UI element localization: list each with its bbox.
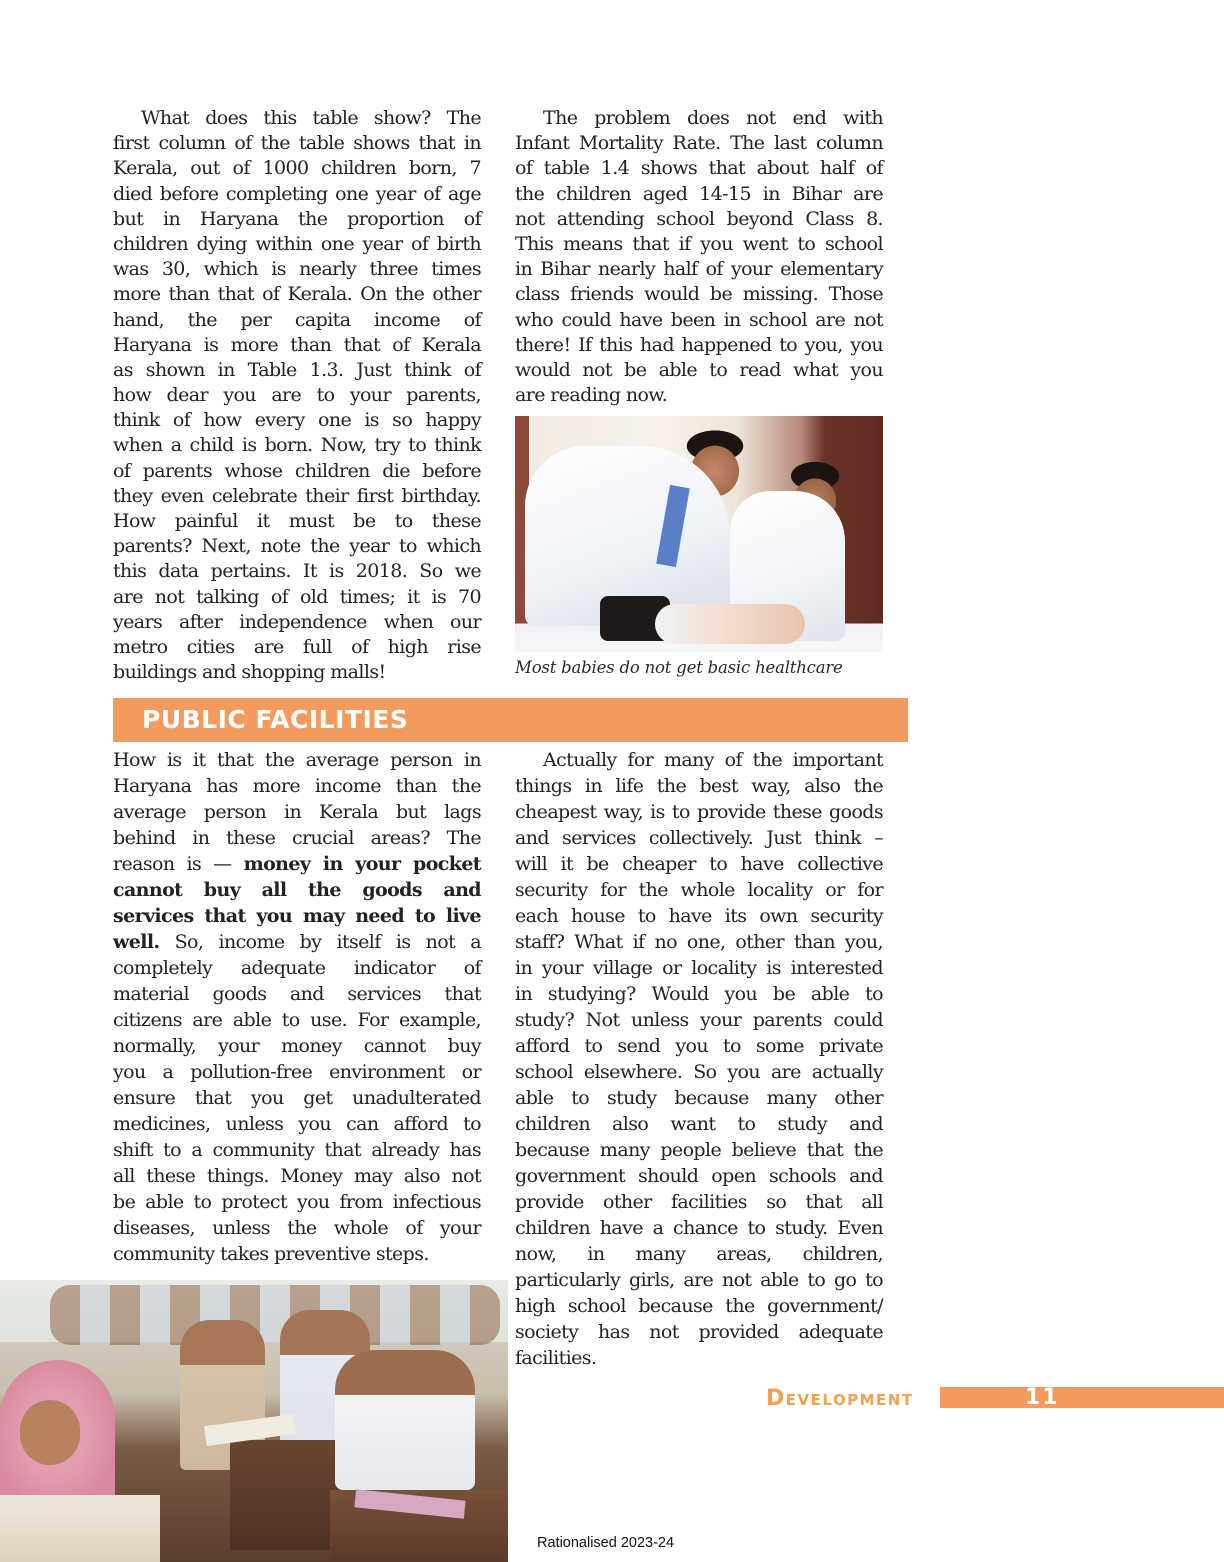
body-text: How is it that the average person in <box>113 749 481 771</box>
text-line: now, in many areas, children, <box>515 1243 883 1265</box>
text-line: school elsewhere. So you are actually <box>515 1061 883 1083</box>
text-line: Actually for many of the important <box>543 749 883 771</box>
figure-caption: Most babies do not get basic healthcare <box>515 658 843 677</box>
emphasis-text: services that you may need to live <box>113 905 481 927</box>
text-line: they even celebrate their first birthday. <box>113 484 481 507</box>
text-line: in Bihar nearly half of your elementary <box>515 258 883 281</box>
body-text: diseases, unless the whole of your <box>113 1217 481 1239</box>
paragraph-school-attendance <box>515 106 883 408</box>
text-line: cheapest way, is to provide these goods <box>515 801 883 823</box>
text-line: will it be cheaper to have collective <box>515 853 883 875</box>
desk-shape <box>230 1440 340 1550</box>
emphasis-text: cannot buy all the goods and <box>113 879 481 901</box>
body-text: reason is — <box>113 853 244 875</box>
body-text: normally, your money cannot buy <box>113 1035 481 1057</box>
text-line: of parents whose children die before <box>113 459 481 482</box>
text-line <box>113 955 481 981</box>
text-line <box>113 981 481 1007</box>
body-text: shift to a community that already has <box>113 1139 481 1161</box>
text-line <box>113 929 481 955</box>
body-text: average person in Kerala but lags <box>113 801 481 823</box>
text-line: Kerala, out of 1000 children born, 7 <box>113 157 481 180</box>
text-line <box>113 1163 481 1189</box>
text-line <box>113 1085 481 1111</box>
text-line: as shown in Table 1.3. Just think of <box>113 358 481 381</box>
text-line: Haryana is more than that of Kerala <box>113 333 481 356</box>
body-text: Haryana has more income than the <box>113 775 481 797</box>
text-line: study? Not unless your parents could <box>515 1009 883 1031</box>
body-text: So, income by itself is not a <box>159 931 481 953</box>
text-line: provide other facilities so that all <box>515 1191 883 1213</box>
text-line: how dear you are to your parents, <box>113 384 481 407</box>
body-text: medicines, unless you can afford to <box>113 1113 481 1135</box>
text-line: the children aged 14-15 in Bihar are <box>515 182 883 205</box>
text-line <box>113 903 481 929</box>
text-line: hand, the per capita income of <box>113 308 481 331</box>
text-line: things in life the best way, also the <box>515 775 883 797</box>
text-line: because many people believe that the <box>515 1139 883 1161</box>
text-line: in studying? Would you be able to <box>515 983 883 1005</box>
back-row-students-shape <box>50 1285 500 1345</box>
body-text: material goods and services that <box>113 983 481 1005</box>
text-line <box>113 799 481 825</box>
text-line: not attending school beyond Class 8. <box>515 207 883 230</box>
text-line <box>113 773 481 799</box>
body-text: citizens are able to use. For example, <box>113 1009 481 1031</box>
photo-classroom-students-icon <box>0 1280 508 1562</box>
page-number: 11 <box>1025 1385 1060 1410</box>
text-line: class friends would be missing. Those <box>515 283 883 306</box>
student-shape <box>335 1350 475 1490</box>
text-line <box>113 1137 481 1163</box>
text-line: when a child is born. Now, try to think <box>113 434 481 457</box>
text-line: What does this table show? The <box>141 107 481 129</box>
chapter-title: Development <box>766 1386 914 1411</box>
edition-note: Rationalised 2023-24 <box>537 1535 675 1551</box>
paragraph-collective-provision <box>515 747 883 1371</box>
text-line: afford to send you to some private <box>515 1035 883 1057</box>
emphasis-text: money in your pocket <box>243 853 481 875</box>
emphasis-text: well. <box>113 931 160 953</box>
text-line <box>113 1241 481 1267</box>
text-line: parents? Next, note the year to which <box>113 535 481 558</box>
text-line <box>113 1059 481 1085</box>
text-line: years after independence when our <box>113 610 481 633</box>
text-line: able to study because many other <box>515 1087 883 1109</box>
footer-band <box>940 1387 1224 1408</box>
text-line: more than that of Kerala. On the other <box>113 283 481 306</box>
text-line <box>113 825 481 851</box>
body-text: ensure that you get unadulterated <box>113 1087 481 1109</box>
body-text: you a pollution-free environment or <box>113 1061 481 1083</box>
text-line: Infant Mortality Rate. The last column <box>515 132 883 155</box>
photo-doctors-examining-baby-icon <box>515 416 883 652</box>
body-text: completely adequate indicator of <box>113 957 481 979</box>
text-line: who could have been in school are not <box>515 308 883 331</box>
text-line: children have a chance to study. Even <box>515 1217 883 1239</box>
body-text: all these things. Money may also not <box>113 1165 481 1187</box>
text-line <box>113 747 481 773</box>
text-line <box>113 1033 481 1059</box>
text-line: How painful it must be to these <box>113 510 481 532</box>
text-line: This means that if you went to school <box>515 232 883 255</box>
text-line <box>113 851 481 877</box>
text-line: but in Haryana the proportion of <box>113 207 481 230</box>
text-line: and services collectively. Just think – <box>515 827 883 849</box>
text-line: children dying within one year of birth <box>113 232 481 255</box>
text-line: metro cities are full of high rise <box>113 635 481 658</box>
body-text: be able to protect you from infectious <box>113 1191 481 1213</box>
text-line: are not talking of old times; it is 70 <box>113 585 481 608</box>
text-line: children also want to study and <box>515 1113 883 1135</box>
text-line: this data pertains. It is 2018. So we <box>113 560 481 583</box>
body-text: behind in these crucial areas? The <box>113 827 481 849</box>
text-line: think of how every one is so happy <box>113 409 481 432</box>
text-line: society has not provided adequate <box>515 1321 883 1343</box>
text-line <box>113 877 481 903</box>
text-line <box>113 1189 481 1215</box>
text-line <box>113 1111 481 1137</box>
text-line: government should open schools and <box>515 1165 883 1187</box>
text-line <box>113 1007 481 1033</box>
text-line: are reading now. <box>515 384 668 407</box>
text-line: staff? What if no one, other than you, <box>515 931 883 953</box>
baby-shape <box>655 604 805 644</box>
desk-shape <box>0 1495 160 1562</box>
text-line: The problem does not end with <box>543 107 883 129</box>
text-line: in your village or locality is interested <box>515 957 883 979</box>
body-text: community takes preventive steps. <box>113 1243 429 1265</box>
text-line: was 30, which is nearly three times <box>113 258 481 281</box>
text-line: buildings and shopping malls! <box>113 661 386 684</box>
text-line: first column of the table shows that in <box>113 132 481 155</box>
paragraph-infant-mortality <box>113 106 481 685</box>
section-heading: PUBLIC FACILITIES <box>142 705 409 734</box>
text-line: there! If this had happened to you, you <box>515 333 883 356</box>
text-line: would not be able to read what you <box>515 358 883 381</box>
text-line: security for the whole locality or for <box>515 879 883 901</box>
text-line: high school because the government/ <box>515 1295 883 1317</box>
text-line: particularly girls, are not able to go to <box>515 1269 883 1291</box>
text-line: each house to have its own security <box>515 905 883 927</box>
girl-face-shape <box>20 1400 80 1465</box>
paragraph-public-facilities-intro <box>113 747 481 1267</box>
text-line <box>113 1215 481 1241</box>
text-line: died before completing one year of age <box>113 182 481 205</box>
text-line: facilities. <box>515 1347 597 1369</box>
text-line: of table 1.4 shows that about half of <box>515 157 883 180</box>
